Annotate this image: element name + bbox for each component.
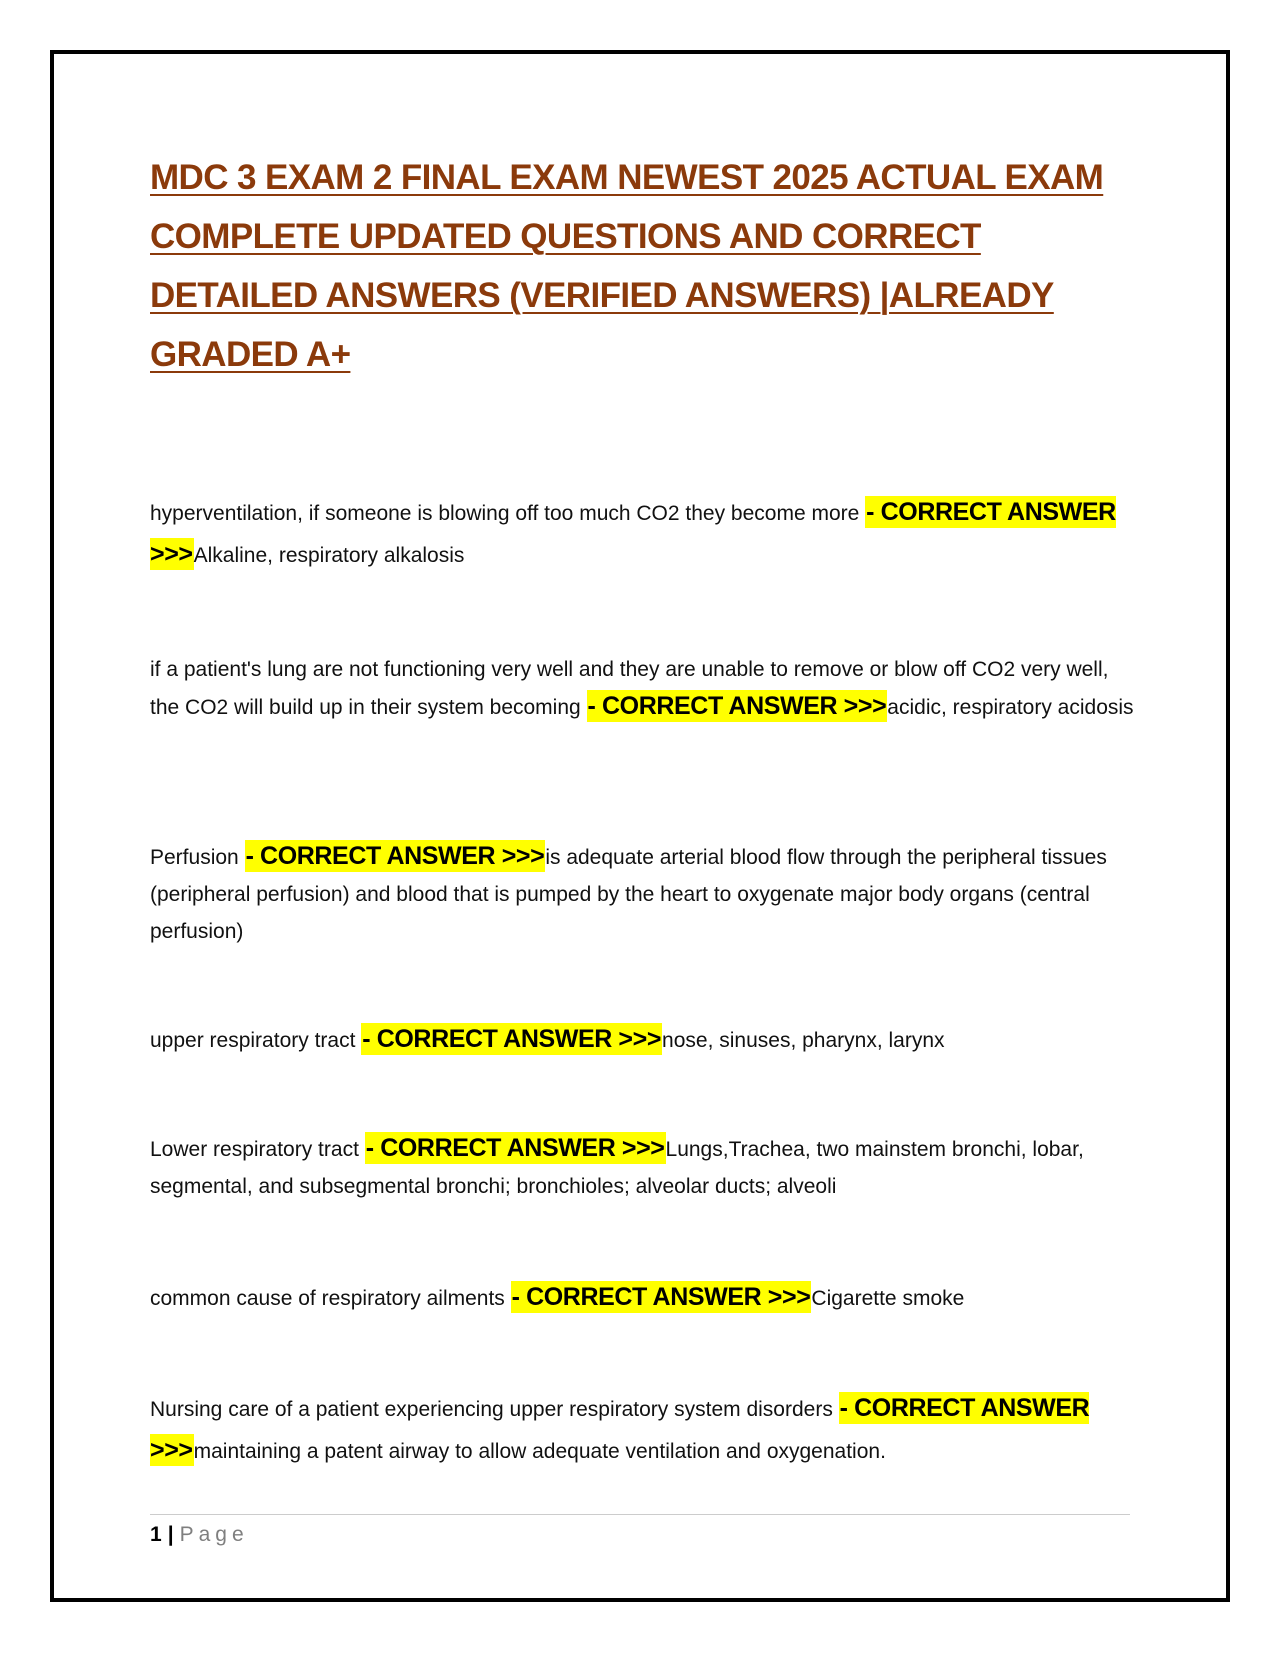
question-text: common cause of respiratory ailments: [150, 1287, 511, 1310]
question-text: if a patient's lung are not functioning very well and they are unable to remove or blow off CO2 very well, the CO2 will build up in their system becoming: [150, 658, 1109, 719]
qa-item: [150, 1019, 1135, 1061]
correct-answer-tag: - CORRECT ANSWER >>>: [150, 498, 1116, 568]
page-number: 1: [150, 1523, 162, 1546]
answer-text: Cigarette smoke: [811, 1287, 965, 1310]
answer-text: is adequate arterial blood flow through the peripheral tissues (peripheral perfusion) and blood that is pumped by the heart to oxygenate major body organs (central perfusion): [150, 846, 1107, 943]
page-footer: [150, 1520, 249, 1550]
correct-answer-tag: - CORRECT ANSWER >>>: [150, 1394, 1090, 1464]
qa-item: [150, 838, 1135, 950]
page-label: Page: [179, 1523, 249, 1546]
correct-answer-tag: - CORRECT ANSWER >>>: [362, 1025, 662, 1053]
correct-answer-tag: - CORRECT ANSWER >>>: [587, 692, 887, 720]
document-title: MDC 3 EXAM 2 FINAL EXAM NEWEST 2025 ACTUAL EXAM COMPLETE UPDATED QUESTIONS AND CORRECT DETAILED ANSWERS (VERIFIED ANSWERS) |ALREADY GRADED A+: [150, 158, 1104, 374]
footer-separator: |: [167, 1523, 174, 1546]
answer-text: maintaining a patent airway to allow adequate ventilation and oxygenation.: [193, 1440, 886, 1463]
qa-item: [150, 1388, 1135, 1472]
qa-item: [150, 1277, 1135, 1319]
question-text: Lower respiratory tract: [150, 1138, 365, 1161]
question-text: Nursing care of a patient experiencing upper respiratory system disorders: [150, 1398, 839, 1421]
correct-answer-tag: - CORRECT ANSWER >>>: [511, 1283, 811, 1311]
answer-text: Lungs,Trachea, two mainstem bronchi, lobar, segmental, and subsegmental bronchi; bronchioles; alveolar ducts; alveoli: [150, 1138, 1084, 1198]
footer-divider: [150, 1514, 1130, 1515]
question-text: upper respiratory tract: [150, 1029, 362, 1052]
qa-item: [150, 492, 1135, 576]
question-text: hyperventilation, if someone is blowing off too much CO2 they become more: [150, 502, 866, 525]
correct-answer-tag: - CORRECT ANSWER >>>: [245, 842, 545, 870]
answer-text: nose, sinuses, pharynx, larynx: [662, 1029, 945, 1052]
qa-item: [150, 1130, 1135, 1205]
answer-text: acidic, respiratory acidosis: [887, 696, 1134, 719]
answer-text: Alkaline, respiratory alkalosis: [193, 544, 465, 567]
qa-item: [150, 651, 1135, 726]
correct-answer-tag: - CORRECT ANSWER >>>: [365, 1134, 665, 1162]
question-text: Perfusion: [150, 846, 245, 869]
